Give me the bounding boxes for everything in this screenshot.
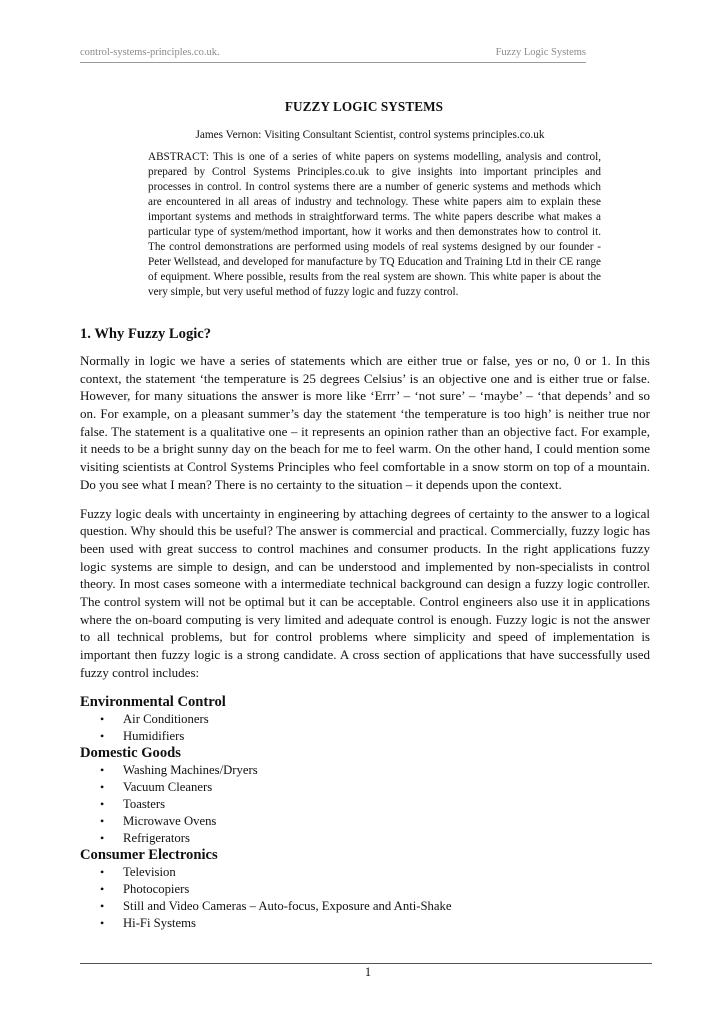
section-heading: 1. Why Fuzzy Logic? <box>80 326 212 342</box>
list-item: • Television <box>100 865 176 880</box>
header-site: control-systems-principles.co.uk. <box>80 47 220 58</box>
abstract: ABSTRACT: This is one of a series of white papers on systems modelling, analysis and control, prepared by Control Systems Principles.co.uk to give insights into important principles and processes in control. In control systems there are a number of generic systems and methods which are encountered in all areas of industry and technology. These white papers aim to explain these important systems and methods in straightforward terms. The white papers describe what makes a particular type of system/method important, how it works and then demonstrates how to control it. The control demonstrations are performed using models of real systems designed by our founder - Peter Wellstead, and developed for manufacture by TQ Education and Training Ltd in their CE range of equipment. Where possible, results from the real system are shown. This white paper is about the very simple, but very useful method of fuzzy logic and fuzzy control. <box>148 151 601 299</box>
header-topic: Fuzzy Logic Systems <box>495 47 586 58</box>
list-item: • Air Conditioners <box>100 711 209 726</box>
bullet-icon: • <box>100 830 105 845</box>
bullet-icon: • <box>100 865 105 880</box>
author-line: James Vernon: Visiting Consultant Scientist, control systems principles.co.uk <box>195 129 545 141</box>
bullet-icon: • <box>100 813 105 828</box>
bullet-icon: • <box>100 915 105 930</box>
footer-rule <box>80 963 652 964</box>
page-header <box>80 46 586 63</box>
bullet-icon: • <box>100 728 105 743</box>
list-item: • Still and Video Cameras – Auto-focus, Exposure and Anti-Shake <box>100 898 452 913</box>
bullet-icon: • <box>100 711 105 726</box>
list-item: • Toasters <box>100 797 166 811</box>
list-item: • Microwave Ovens <box>100 813 217 828</box>
list-item: • Vacuum Cleaners <box>100 780 213 795</box>
list-item: • Hi-Fi Systems <box>100 915 196 930</box>
page-number: 1 <box>364 965 372 979</box>
bullet-icon: • <box>100 882 105 897</box>
bullet-icon: • <box>100 780 105 795</box>
bullet-icon: • <box>100 763 105 778</box>
paragraph: Fuzzy logic deals with uncertainty in engineering by attaching degrees of certainty to the answer to a logical question. Why should this be useful? The answer is commercial and practical. Commercially, fuzzy logic has been used with great success to control machines and consumer products. In the right applications fuzzy logic systems are simple to design, and can be understood and implemented by non-specialists in control theory. In most cases someone with a intermediate technical background can design a fuzzy logic controller. The control system will not be optimal but it can be acceptable. Control engineers also use it in applications where the on-board computing is very limited and adequate control is enough. Fuzzy logic is not the answer to all technical problems, but for control problems where simplicity and speed of implementation is important then fuzzy logic is a strong candidate. A cross section of applications that have successfully used fuzzy control includes: <box>80 505 650 680</box>
category-list <box>80 864 650 931</box>
category-heading: Domestic Goods <box>80 745 181 762</box>
list-item: • Humidifiers <box>100 728 185 743</box>
list-item: • Photocopiers <box>100 882 190 897</box>
category-list <box>80 711 650 745</box>
category-heading: Consumer Electronics <box>80 847 218 864</box>
document-title: FUZZY LOGIC SYSTEMS <box>284 99 444 114</box>
bullet-icon: • <box>100 898 105 913</box>
list-item: • Refrigerators <box>100 830 190 845</box>
category-list <box>80 762 650 846</box>
bullet-icon: • <box>100 797 105 811</box>
list-item: • Washing Machines/Dryers <box>100 763 258 778</box>
paragraph: Normally in logic we have a series of statements which are either true or false, yes or no, 0 or 1. In this context, the statement ‘the temperature is 25 degrees Celsius’ is an objective one and is either true or false. However, for many situations the answer is more like ‘Errr’ – ‘not sure’ – ‘maybe’ – ‘that depends’ and so on. For example, on a pleasant summer’s day the statement ‘the temperature is too high’ is neither true nor false. The statement is a qualitative one – it represents an opinion rather than an objective fact. For example, it needs to be a bright sunny day on the beach for me to feel warm. On the other hand, I could mention some visiting scientists at Control Systems Principles who feel comfortable in a snow storm on top of a mountain. Do you see what I mean? There is no certainty to the situation – it depends upon the context. <box>80 353 650 492</box>
category-heading: Environmental Control <box>80 693 226 710</box>
main-content <box>80 326 650 932</box>
